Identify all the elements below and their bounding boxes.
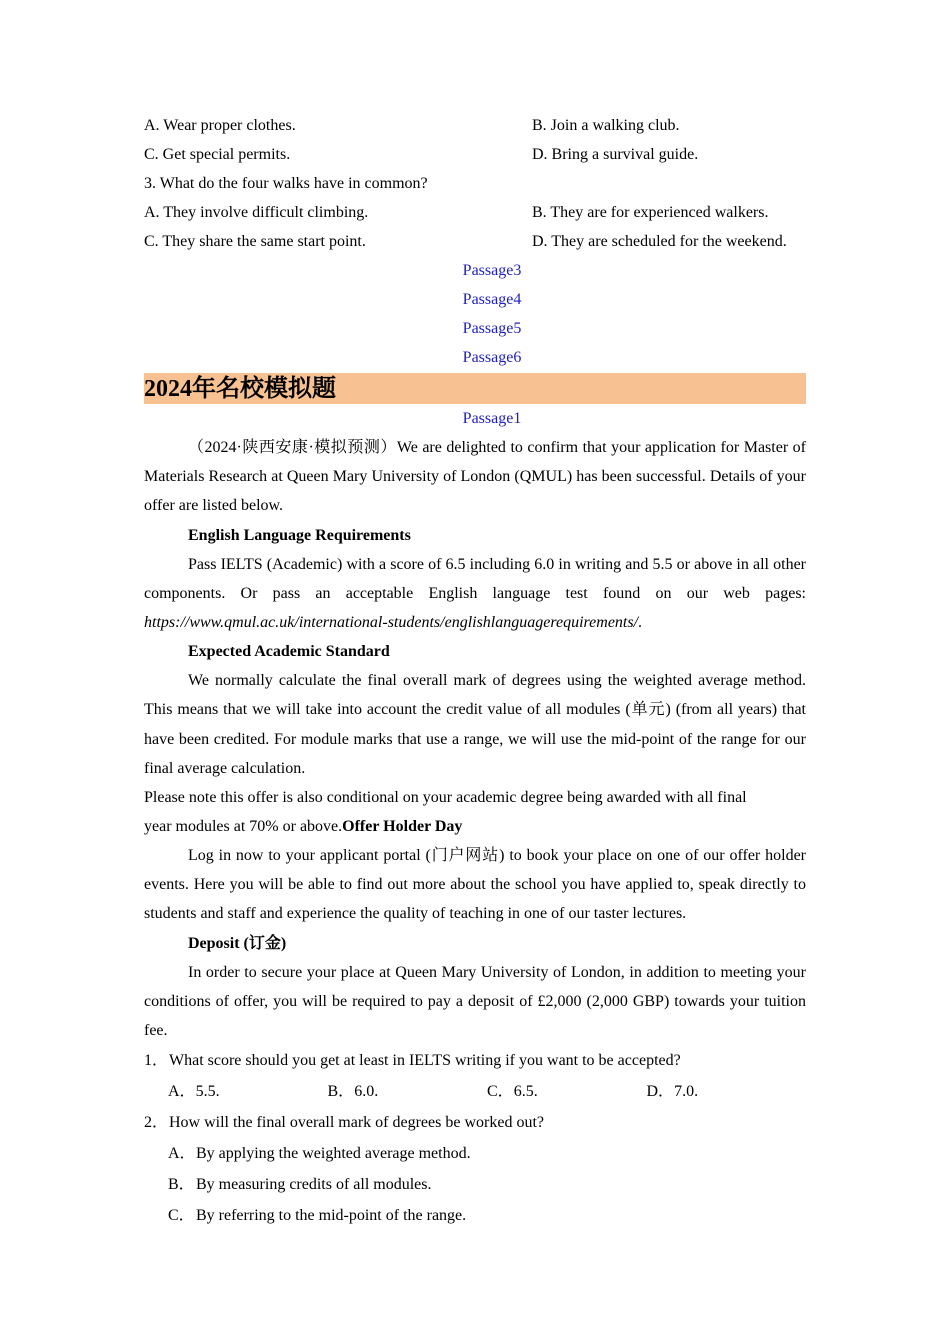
english-text: Pass IELTS (Academic) with a score of 6.5 including 6.0 in writing and 5.5 or above in all other components. Or pass an acceptable English language test found on our web pages: <box>144 555 806 602</box>
option-c: C．By referring to the mid-point of the range. <box>168 1207 467 1225</box>
academic-standard-heading: Expected Academic Standard <box>188 643 390 661</box>
deposit-paragraph: In order to secure your place at Queen Mary University of London, in addition to meeting your conditions of offer, you will be required to pay a deposit of £2,000 (2,000 GBP) towards your tuition fee. <box>144 963 806 1040</box>
option-a: A. Wear proper clothes. <box>144 117 296 134</box>
option-b: B．By measuring credits of all modules. <box>168 1176 432 1194</box>
offer-holder-paragraph: Log in now to your applicant portal (门户网站) to book your place on one of our offer holder events. Here you will be able to find out more about the school you have applied to, speak directly to students and staff and experience the quality of teaching in one of our taster lectures. <box>144 847 806 923</box>
option-a: A．By applying the weighted average method. <box>168 1145 471 1163</box>
question-2: 2．How will the final overall mark of degrees be worked out? <box>144 1114 544 1132</box>
passage5-link[interactable]: Passage5 <box>462 320 522 337</box>
q3-options-row-1 <box>144 198 806 227</box>
option-c: C. Get special permits. <box>144 146 291 163</box>
option-a: A．5.5. <box>168 1083 220 1101</box>
option-d: D. Bring a survival guide. <box>532 146 699 163</box>
note-line-1: Please note this offer is also conditional on your academic degree being awarded with all final <box>144 789 747 807</box>
english-requirements-paragraph: Pass IELTS (Academic) with a score of 6.5 including 6.0 in writing and 5.5 or above in all other components. Or pass an acceptable English language test found on our web pages: https://www.qmul.ac.uk/international-students/englishlanguagerequirements/. <box>144 555 806 632</box>
intro-text: We are delighted to confirm that your application for Master of Materials Research at Queen Mary University of London (QMUL) has been successful. Details of your offer are listed below. <box>144 439 806 515</box>
section-heading: 2024年名校模拟题 <box>144 373 806 404</box>
academic-standard-paragraph: We normally calculate the final overall mark of degrees using the weighted average method. This means that we will take into account the credit value of all modules (单元) (from all years) that have been credited. For module marks that use a range, we will use the mid-point of the range for our final average calculation. <box>144 672 806 777</box>
option-d: D．7.0. <box>646 1083 699 1101</box>
passage6-link[interactable]: Passage6 <box>462 349 522 366</box>
option-c: C. They share the same start point. <box>144 233 366 250</box>
option-b: B. Join a walking club. <box>532 117 680 134</box>
note-line-2: year modules at 70% or above.Offer Holder Day <box>144 818 463 836</box>
option-c: C．6.5. <box>487 1083 538 1101</box>
q2-options-row-2 <box>144 140 806 169</box>
option-a: A. They involve difficult climbing. <box>144 204 369 221</box>
option-b: B．6.0. <box>327 1083 379 1101</box>
requirements-url: https://www.qmul.ac.uk/international-students/englishlanguagerequirements/ <box>144 614 639 632</box>
offer-holder-day-heading: Offer Holder Day <box>342 818 463 836</box>
intro-paragraph <box>144 433 806 521</box>
passage1-link[interactable]: Passage1 <box>462 410 522 427</box>
source-tag: （2024·陕西安康·模拟预测） <box>188 439 397 456</box>
option-b: B. They are for experienced walkers. <box>532 204 769 221</box>
passage3-link[interactable]: Passage3 <box>462 262 522 279</box>
question-1: 1．What score should you get at least in IELTS writing if you want to be accepted? <box>144 1052 681 1070</box>
passage4-link[interactable]: Passage4 <box>462 291 522 308</box>
deposit-heading: Deposit (订金) <box>188 934 287 952</box>
q2-options-row-1 <box>144 111 806 140</box>
document-page <box>144 111 806 1231</box>
english-requirements-heading: English Language Requirements <box>188 526 411 544</box>
option-d: D. They are scheduled for the weekend. <box>532 233 787 250</box>
question-3: 3. What do the four walks have in common? <box>144 175 428 192</box>
q3-options-row-2 <box>144 227 806 256</box>
question-1-options <box>144 1076 806 1107</box>
